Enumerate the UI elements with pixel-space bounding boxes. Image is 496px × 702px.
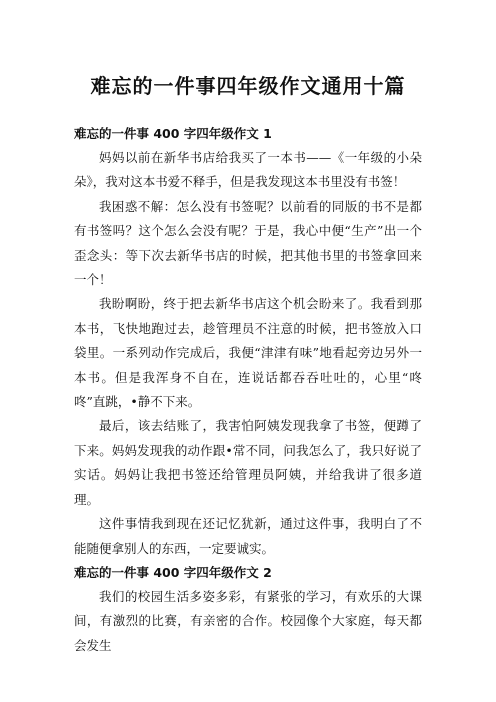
section-heading: 难忘的一件事 400 字四年级作文 1 (74, 126, 272, 141)
paragraph: 妈妈以前在新华书店给我买了一本书——《一年级的小朵朵》，我对这本书爱不释手，但是我发现这本书里没有书签！ (74, 150, 422, 190)
document-body (74, 122, 422, 658)
paragraph: 我盼啊盼，终于把去新华书店这个机会盼来了。我看到那本书，飞快地跑过去，趁管理员不注意的时候，把书签放入口袋里。一系列动作完成后，我便“津津有味”地看起旁边另外一本书。但是我浑身不自在，连说话都吞吞吐吐的，心里“咚咚”直跳，•静不下来。 (74, 296, 422, 410)
paragraph: 最后，该去结账了，我害怕阿姨发现我拿了书签，便蹲了下来。妈妈发现我的动作跟•常不同，问我怎么了，我只好说了实话。妈妈让我把书签还给管理员阿姨，并给我讲了很多道理。 (74, 418, 422, 507)
paragraph: 这件事情我到现在还记忆犹新，通过这件事，我明白了不能随便拿别人的东西，一定要诚实。 (74, 516, 422, 556)
section-2 (74, 561, 422, 658)
section-1 (74, 122, 422, 561)
document-title: 难忘的一件事四年级作文通用十篇 (90, 74, 406, 98)
paragraph: 我们的校园生活多姿多彩，有紧张的学习，有欢乐的大课间，有激烈的比赛，有亲密的合作。校园像个大家庭，每天都会发生 (74, 588, 422, 653)
section-heading: 难忘的一件事 400 字四年级作文 2 (74, 564, 272, 580)
paragraph: 我困惑不解：怎么没有书签呢？以前看的同版的书不是都有书签吗？这个怎么会没有呢？于是，我心中便“生产”出一个歪念头：等下次去新华书店的时候，把其他书里的书签拿回来一个！ (74, 198, 422, 288)
